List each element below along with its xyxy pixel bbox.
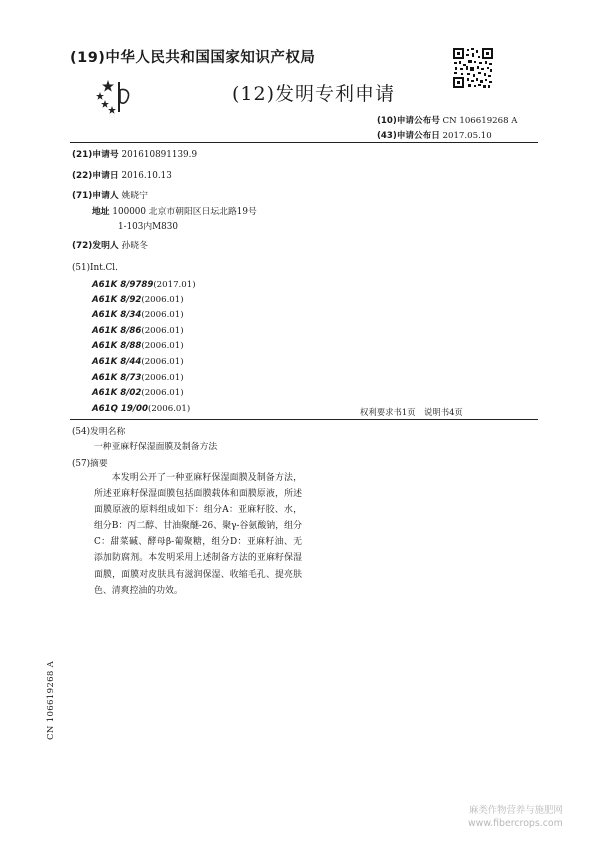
office-name: (19)中华人民共和国国家知识产权局 xyxy=(70,50,316,66)
applicant-label: (71)申请人 xyxy=(72,191,119,201)
ipc-code: A61Q 19/00 xyxy=(92,404,148,414)
publication-date-label: (43)申请公布日 xyxy=(377,131,440,141)
applicant-row xyxy=(72,188,148,201)
ipc-version: (2006.01) xyxy=(141,295,184,305)
publication-date: 2017.05.10 xyxy=(442,131,492,141)
application-number: 201610891139.9 xyxy=(121,150,198,160)
ipc-version: (2006.01) xyxy=(141,326,184,336)
application-date: 2016.10.13 xyxy=(121,171,172,181)
document-type-title: (12)发明专利申请 xyxy=(232,83,396,105)
address-line-2: 1-103内M830 xyxy=(118,222,178,232)
inventor-row xyxy=(72,238,148,251)
cnipa-emblem-icon xyxy=(96,78,134,116)
qr-code xyxy=(452,47,494,89)
ipc-entry xyxy=(92,341,184,351)
ipc-code: A61K 8/02 xyxy=(92,388,142,398)
ipc-entry xyxy=(92,373,184,383)
ipc-entry xyxy=(92,326,184,336)
invention-title: 一种亚麻籽保湿面膜及制备方法 xyxy=(94,442,218,452)
ipc-code: A61K 8/9789 xyxy=(92,280,154,290)
section-divider xyxy=(70,419,538,420)
watermark-line-1: 麻类作物营养与施肥网 xyxy=(469,805,563,816)
ipc-version: (2006.01) xyxy=(141,357,184,367)
address-label: 地址 xyxy=(92,207,110,217)
address-line-1: 100000 北京市朝阳区日坛北路19号 xyxy=(112,207,257,217)
ipc-version: (2006.01) xyxy=(141,373,184,383)
side-publication-code: CN 106619268 A xyxy=(46,660,56,740)
header-divider xyxy=(70,142,538,143)
applicant-name: 姚晓宁 xyxy=(121,191,148,201)
ipc-code: A61K 8/86 xyxy=(92,326,142,336)
publication-number-label: (10)申请公布号 xyxy=(377,116,440,126)
ipc-code: A61K 8/34 xyxy=(92,310,142,320)
publication-date-row xyxy=(377,129,492,141)
application-date-label: (22)申请日 xyxy=(72,171,119,181)
ipc-entry xyxy=(92,404,190,414)
watermark-line-2: www.fibercrops.com xyxy=(468,818,563,829)
publication-number: CN 106619268 A xyxy=(442,116,518,126)
ipc-code: A61K 8/88 xyxy=(92,341,142,351)
ipc-code: A61K 8/92 xyxy=(92,295,142,305)
site-watermark xyxy=(468,804,563,830)
ipc-entry xyxy=(92,280,196,290)
application-number-label: (21)申请号 xyxy=(72,150,119,160)
abstract-text: 本发明公开了一种亚麻籽保湿面膜及制备方法，所述亚麻籽保湿面膜包括面膜载体和面膜原液，所述面膜原液的原料组成如下：组分A：亚麻籽胶、水，组分B：丙二醇、甘油聚醚-26、聚γ-谷氨酸钠，组分C：甜菜碱、酵母β-葡聚糖，组分D：亚麻籽油、无添加防腐剂。本发明采用上述制备方法的亚麻籽保湿面膜，面膜对皮肤具有滋润保湿、收缩毛孔、提亮肤色、清爽控油的功效。 xyxy=(94,473,302,596)
abstract-body xyxy=(94,470,302,599)
application-date-row xyxy=(72,168,172,181)
ipc-version: (2006.01) xyxy=(141,341,184,351)
address-row xyxy=(92,204,257,217)
ipc-version: (2017.01) xyxy=(153,280,196,290)
ipc-entry xyxy=(92,310,184,320)
int-cl-label: (51)Int.Cl. xyxy=(72,263,118,273)
ipc-entry xyxy=(92,295,184,305)
ipc-entry xyxy=(92,388,184,398)
ipc-version: (2006.01) xyxy=(141,388,184,398)
ipc-code: A61K 8/44 xyxy=(92,357,142,367)
application-number-row xyxy=(72,147,197,160)
inventor-label: (72)发明人 xyxy=(72,241,119,251)
invention-title-label: (54)发明名称 xyxy=(72,427,126,437)
publication-number-row xyxy=(377,114,518,126)
inventor-name: 孙晓冬 xyxy=(121,241,148,251)
abstract-label: (57)摘要 xyxy=(72,459,108,469)
page-count-note: 权利要求书1页 说明书4页 xyxy=(360,407,463,417)
ipc-version: (2006.01) xyxy=(141,310,184,320)
ipc-entry xyxy=(92,357,184,367)
ipc-version: (2006.01) xyxy=(147,404,191,414)
ipc-code: A61K 8/73 xyxy=(92,373,142,383)
